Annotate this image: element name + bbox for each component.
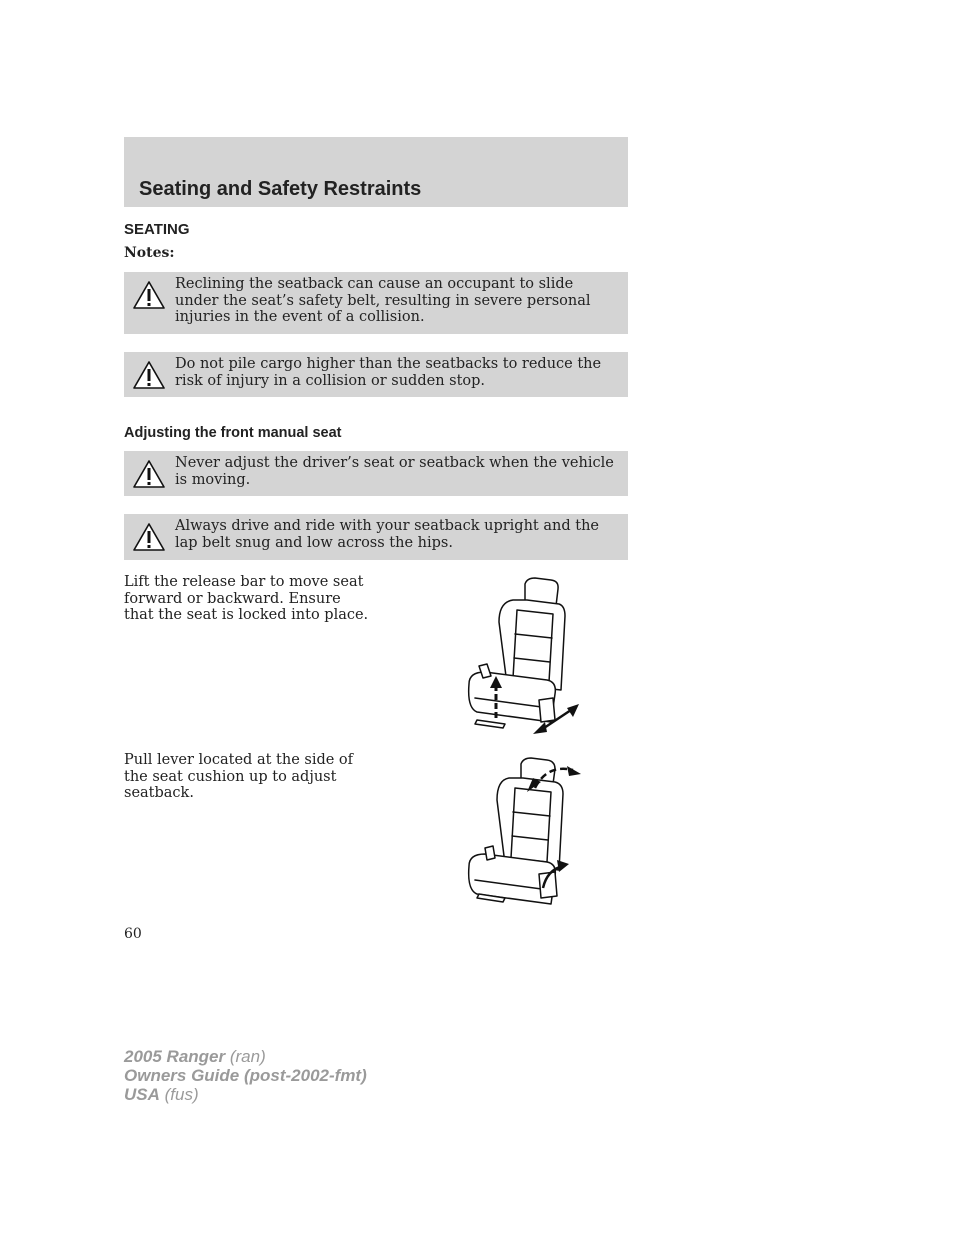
warning-text: Reclining the seatback can cause an occupant to slide under the seat’s safety belt, resulting in severe personal injuries in the event of a collision. [175,276,591,325]
instruction-paragraph: Lift the release bar to move seat forward or backward. Ensure that the seat is locked into place. [124,574,369,623]
document-footer [124,1047,367,1104]
warning-box [124,514,628,560]
warning-triangle-icon [132,522,166,552]
warning-triangle-icon [132,459,166,489]
warning-text: Never adjust the driver’s seat or seatback when the vehicle is moving. [175,455,614,488]
section-header-bar [124,137,628,207]
section-title: SEATING [124,221,190,238]
seat-fore-aft-adjust-illustration [455,572,590,740]
page-number: 60 [124,926,142,942]
warning-text: Always drive and ride with your seatback upright and the lap belt snug and low across the hips. [175,518,599,551]
notes-label: Notes: [124,245,175,261]
warning-box [124,451,628,496]
warning-triangle-icon [132,280,166,310]
seatback-recline-illustration [455,752,590,917]
footer-line: Owners Guide (post-2002-fmt) [124,1066,367,1085]
footer-line: 2005 Ranger (ran) [124,1047,266,1066]
footer-line: USA (fus) [124,1085,199,1104]
section-header-title: Seating and Safety Restraints [139,178,422,200]
warning-text: Do not pile cargo higher than the seatbacks to reduce the risk of injury in a collision or sudden stop. [175,356,602,389]
warning-box [124,272,628,334]
instruction-paragraph: Pull lever located at the side of the seat cushion up to adjust seatback. [124,752,354,801]
warning-box [124,352,628,397]
warning-triangle-icon [132,360,166,390]
subsection-title: Adjusting the front manual seat [124,425,342,441]
